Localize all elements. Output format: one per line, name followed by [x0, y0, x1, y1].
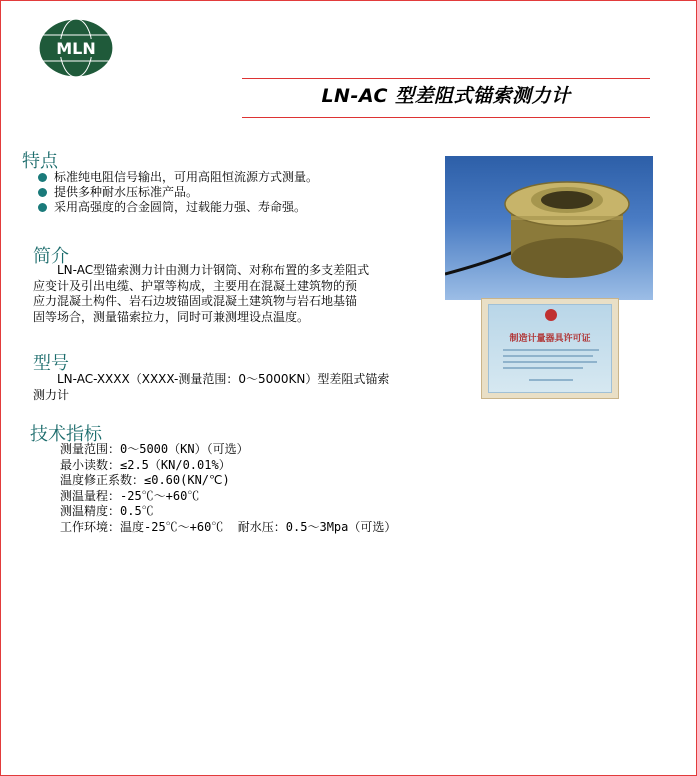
product-photo: [445, 156, 653, 300]
spec-line: 测温量程：-25℃～+60℃: [60, 488, 200, 503]
intro-line: 固等场合，测量锚索拉力，同时可兼测埋设点温度。: [33, 309, 310, 324]
logo-text: MLN: [56, 39, 96, 58]
model-line: LN-AC-XXXX（XXXX-测量范围：0～5000KN）型差阻式锚索: [33, 372, 390, 386]
spec-line: 温度修正系数：≤0.60(KN/℃): [60, 473, 230, 487]
document-title: LN-AC 型差阻式锚索测力计: [321, 85, 571, 107]
model-heading: 型号: [33, 353, 69, 374]
model-line: 测力计: [33, 387, 70, 402]
feature-item: 采用高强度的合金圆筒，过载能力强、寿命强。: [38, 200, 318, 215]
intro-text: [33, 263, 369, 325]
spec-line: 工作环境：温度-25℃～+60℃ 耐水压：0.5～3Mpa（可选）: [60, 519, 397, 534]
intro-line: 应变计及引出电缆、护罩等构成，主要用在混凝土建筑物的预: [33, 278, 358, 293]
features-heading: 特点: [22, 151, 58, 172]
certificate-emblem: [489, 305, 613, 392]
intro-line: LN-AC型锚索测力计由测力计钢筒、对称布置的多支差阻式: [33, 263, 370, 277]
title-bar: [242, 78, 650, 118]
features-list: [38, 170, 318, 215]
certificate-body: [488, 304, 612, 393]
license-certificate: [481, 298, 619, 399]
intro-heading: 简介: [33, 246, 69, 267]
model-text: [33, 372, 389, 403]
specs-list: [60, 442, 396, 535]
intro-line: 应力混凝土构件、岩石边坡锚固或混凝土建筑物与岩石地基锚: [33, 294, 358, 308]
spec-line: 测量范围：0～5000（KN）（可选）: [60, 442, 249, 456]
spec-line: 最小读数：≤2.5（KN/0.01%）: [60, 457, 231, 472]
feature-item: 提供多种耐水压标准产品。: [38, 185, 318, 200]
mln-logo: [37, 17, 115, 79]
specs-heading: 技术指标: [30, 424, 102, 445]
spec-line: 测温精度：0.5℃: [60, 504, 154, 518]
certificate-title: 制造计量器具许可证: [509, 334, 591, 344]
load-cell-image: [445, 156, 653, 300]
feature-item: 标准纯电阻信号输出，可用高阻恒流源方式测量。: [38, 170, 318, 185]
